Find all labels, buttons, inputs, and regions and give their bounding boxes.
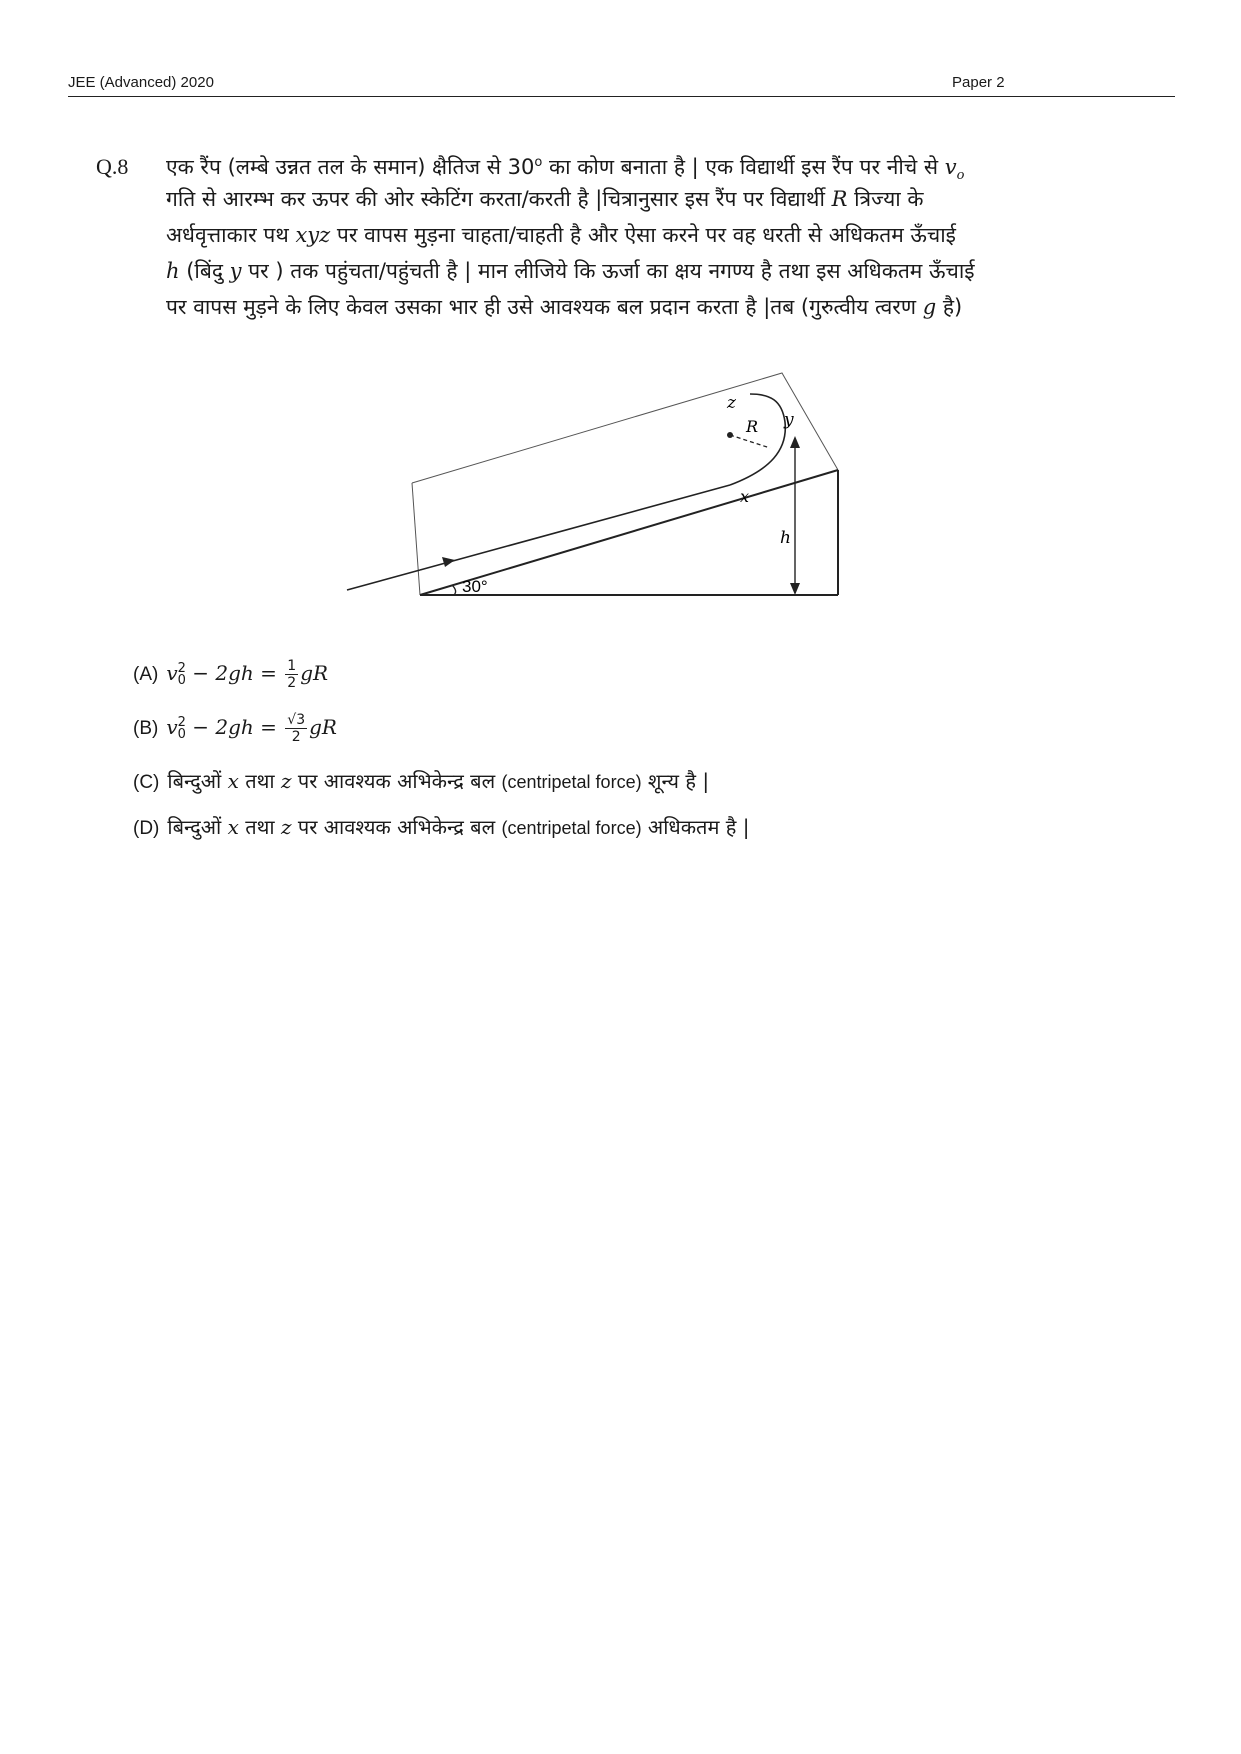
approach-path [347, 570, 420, 590]
option-D-text-d: अधिकतम है | [641, 815, 750, 839]
option-B-frac-den: 2 [291, 729, 301, 745]
ramp-diagram [330, 360, 850, 610]
degree-mark: o [534, 155, 543, 170]
q2-text-b: त्रिज्या के [847, 187, 924, 211]
semicircle-path [730, 394, 785, 485]
q1-text-a: एक रैंप (लम्बे उन्नत तल के समान) क्षैतिज से 30 [166, 155, 535, 179]
option-A-rest: − 2gh = [185, 661, 284, 685]
angle-arc [452, 585, 456, 595]
q5-text-b: है) [936, 295, 963, 319]
g-symbol: g [922, 295, 937, 319]
y-symbol: y [229, 259, 242, 283]
option-D-text-c: पर आवश्यक अभिकेन्द्र बल [291, 815, 502, 839]
ramp-left-edge [412, 483, 420, 595]
header-divider [68, 96, 1175, 97]
option-C-text-d: शून्य है | [641, 769, 710, 793]
option-A-frac-den: 2 [287, 675, 297, 691]
q3-text-b: पर वापस मुड़ना चाहता/चाहती है और ऐसा करने पर वह धरती से अधिकतम ऊँचाई [330, 223, 956, 247]
header-paper-number: Paper 2 [952, 74, 1005, 91]
option-B-label: (B) [133, 718, 159, 739]
motion-arrow [442, 557, 455, 567]
option-B[interactable] [133, 712, 337, 745]
option-A-sup: 2 [177, 660, 186, 676]
q2-text-a: गति से आरम्भ कर ऊपर की ओर स्केटिंग करता/करती है |चित्रानुसार इस रैंप पर विद्यार्थी [166, 187, 832, 211]
question-line-2 [166, 184, 924, 214]
radius-line [730, 435, 770, 448]
option-B-sup: 2 [177, 714, 186, 730]
option-A-v: v [166, 661, 178, 685]
option-C[interactable] [133, 766, 709, 798]
option-C-text-b: तथा [238, 769, 281, 793]
option-C-text-a: बिन्दुओं [167, 769, 228, 793]
xyz-symbol: xyz [295, 223, 331, 247]
ramp-path [420, 485, 730, 570]
option-B-rest: − 2gh = [185, 715, 284, 739]
option-D-x: x [227, 815, 239, 839]
option-B-tail: gR [309, 715, 337, 739]
header-exam-title: JEE (Advanced) 2020 [68, 74, 214, 91]
label-y: y [784, 410, 794, 430]
option-B-fraction [285, 712, 307, 745]
option-D-english: (centripetal force) [501, 818, 642, 838]
height-arrow-top [790, 436, 800, 448]
question-line-4 [166, 256, 975, 286]
question-number: Q.8 [96, 154, 129, 179]
option-C-x: x [227, 769, 239, 793]
q5-text-a: पर वापस मुड़ने के लिए केवल उसका भार ही उसे आवश्यक बल प्रदान करता है |तब (गुरुत्वीय त्वरण [166, 295, 923, 319]
label-R: R [746, 417, 759, 436]
option-A-sub: 0 [177, 672, 186, 688]
option-B-sub: 0 [177, 726, 186, 742]
q4-text-a: (बिंदु [179, 259, 230, 283]
question-line-3 [166, 220, 956, 250]
option-D-z: z [280, 815, 292, 839]
option-D-text-a: बिन्दुओं [167, 815, 228, 839]
label-x: x [740, 487, 750, 506]
ramp-top-edge [412, 373, 838, 483]
q1-text-b: का कोण बनाता है | एक विद्यार्थी इस रैंप पर नीचे से [542, 155, 945, 179]
v-symbol: v [944, 155, 957, 179]
option-B-frac-num: √3 [287, 712, 306, 728]
option-D-label: (D) [133, 818, 160, 839]
h-symbol: h [166, 259, 180, 283]
option-B-v: v [166, 715, 178, 739]
option-B-scripts [177, 714, 186, 742]
v-subscript: o [956, 168, 965, 183]
q3-text-a: अर्धवृत्ताकार पथ [166, 223, 296, 247]
option-C-english: (centripetal force) [501, 772, 642, 792]
label-h: h [780, 528, 791, 548]
option-C-text-c: पर आवश्यक अभिकेन्द्र बल [291, 769, 502, 793]
option-C-label: (C) [133, 772, 160, 793]
label-angle: 30° [462, 577, 488, 596]
option-D-text-b: तथा [238, 815, 281, 839]
option-A-scripts [177, 660, 186, 688]
question-line-5 [166, 292, 962, 322]
height-arrow-bottom [790, 583, 800, 595]
option-A-fraction [285, 658, 298, 691]
option-A-frac-num: 1 [287, 658, 297, 674]
option-C-z: z [280, 769, 292, 793]
option-A-label: (A) [133, 664, 159, 685]
q4-text-b: पर ) तक पहुंचता/पहुंचती है | मान लीजिये कि ऊर्जा का क्षय नगण्य है तथा इस अधिकतम ऊँचाई [241, 259, 975, 283]
option-A-tail: gR [300, 661, 329, 685]
label-z: z [727, 393, 736, 413]
option-A[interactable] [133, 658, 328, 691]
R-symbol: R [831, 187, 848, 211]
option-D[interactable] [133, 812, 750, 844]
